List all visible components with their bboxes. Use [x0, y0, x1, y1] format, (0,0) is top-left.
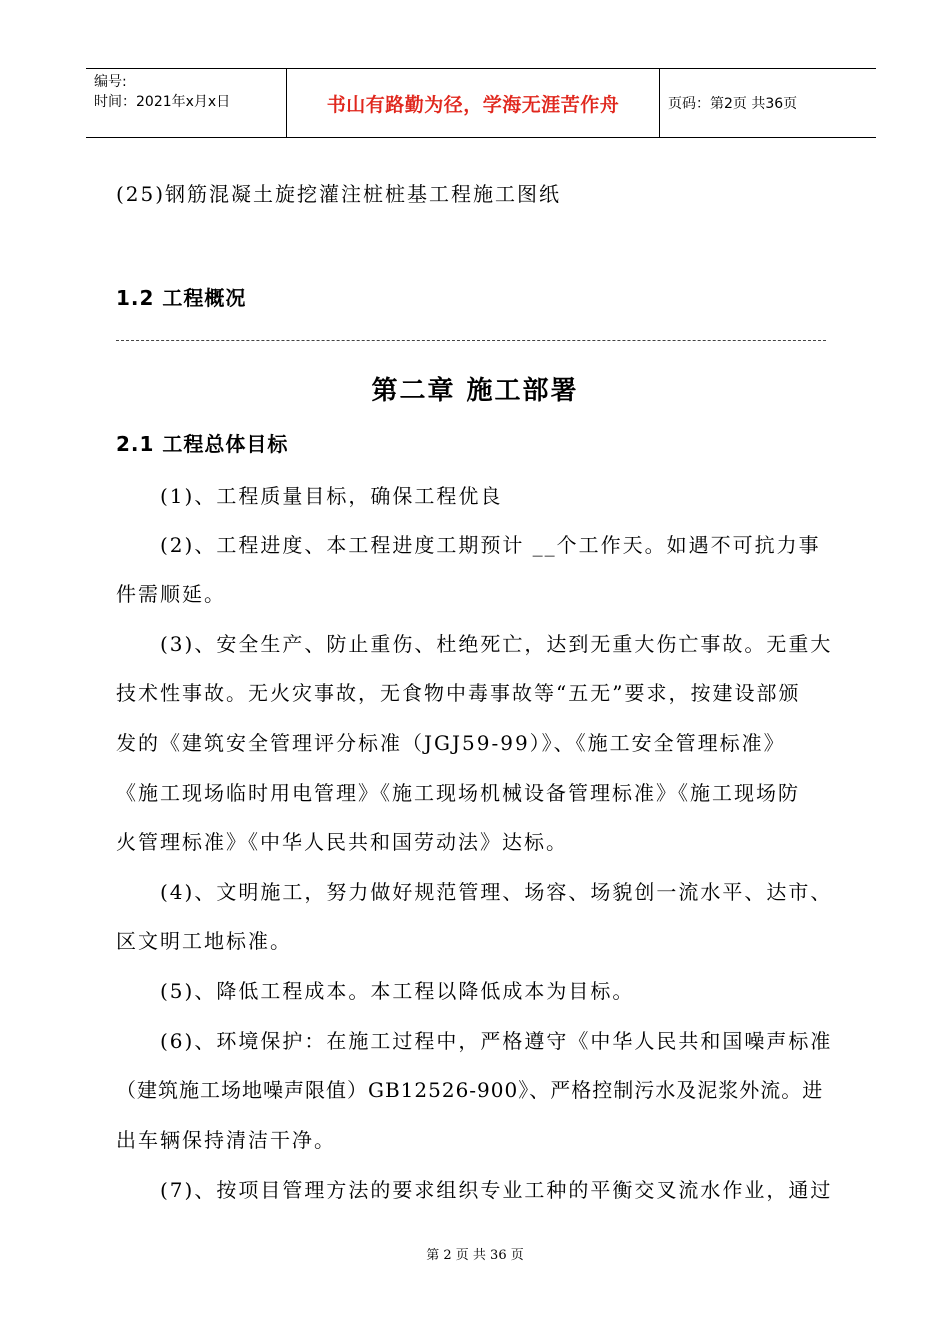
paragraph-line: (3)、安全生产、防止重伤、杜绝死亡，达到无重大伤亡事故。无重大 [160, 632, 833, 656]
document-header [86, 68, 876, 138]
paragraph-line: （建筑施工场地噪声限值）GB12526-900》、严格控制污水及泥浆外流。进 [116, 1078, 824, 1102]
chapter-title: 第二章 施工部署 [371, 376, 579, 406]
paragraph-line: 件需顺延。 [116, 582, 226, 606]
paragraph-line: 《施工现场临时用电管理》《施工现场机械设备管理标准》《施工现场防 [116, 781, 800, 805]
item-25-text: (25)钢筋混凝土旋挖灌注桩桩基工程施工图纸 [116, 182, 562, 206]
paragraph-line: (4)、文明施工，努力做好规范管理、场容、场貌创一流水平、达市、 [160, 880, 833, 904]
section-heading-2-1: 2.1 工程总体目标 [116, 432, 289, 456]
section-heading-1-2: 1.2 工程概况 [116, 286, 247, 310]
header-page-info: 页码：第2页 共36页 [668, 96, 798, 112]
paragraph-line: (5)、降低工程成本。本工程以降低成本为目标。 [160, 979, 635, 1003]
paragraph-line: 火管理标准》《中华人民共和国劳动法》达标。 [116, 830, 568, 854]
paragraph-line: 区文明工地标准。 [116, 929, 292, 953]
paragraph-line: (1)、工程质量目标，确保工程优良 [160, 484, 503, 508]
header-meta-cell [86, 69, 287, 137]
paragraph-line: 发的《建筑安全管理评分标准（JGJ59-99）》、《施工安全管理标准》 [116, 731, 786, 755]
page-footer: 第 2 页 共 36 页 [426, 1248, 524, 1263]
paragraph-line: 出车辆保持清洁干净。 [116, 1128, 336, 1152]
header-motto: 书山有路勤为径，学海无涯苦作舟 [287, 69, 660, 137]
paragraph-line: (2)、工程进度、本工程进度工期预计 __个工作天。如遇不可抗力事 [160, 533, 821, 557]
paragraph-line: 技术性事故。无火灾事故，无食物中毒事故等“五无”要求，按建设部颁 [116, 681, 801, 705]
paragraph-line: (7)、按项目管理方法的要求组织专业工种的平衡交叉流水作业，通过 [160, 1178, 833, 1202]
time-label: 时间：2021年x月x日 [94, 94, 231, 110]
paragraph-line: (6)、环境保护：在施工过程中，严格遵守《中华人民共和国噪声标准 [160, 1029, 833, 1053]
number-label: 编号: [94, 74, 127, 90]
dashed-divider [116, 340, 826, 341]
